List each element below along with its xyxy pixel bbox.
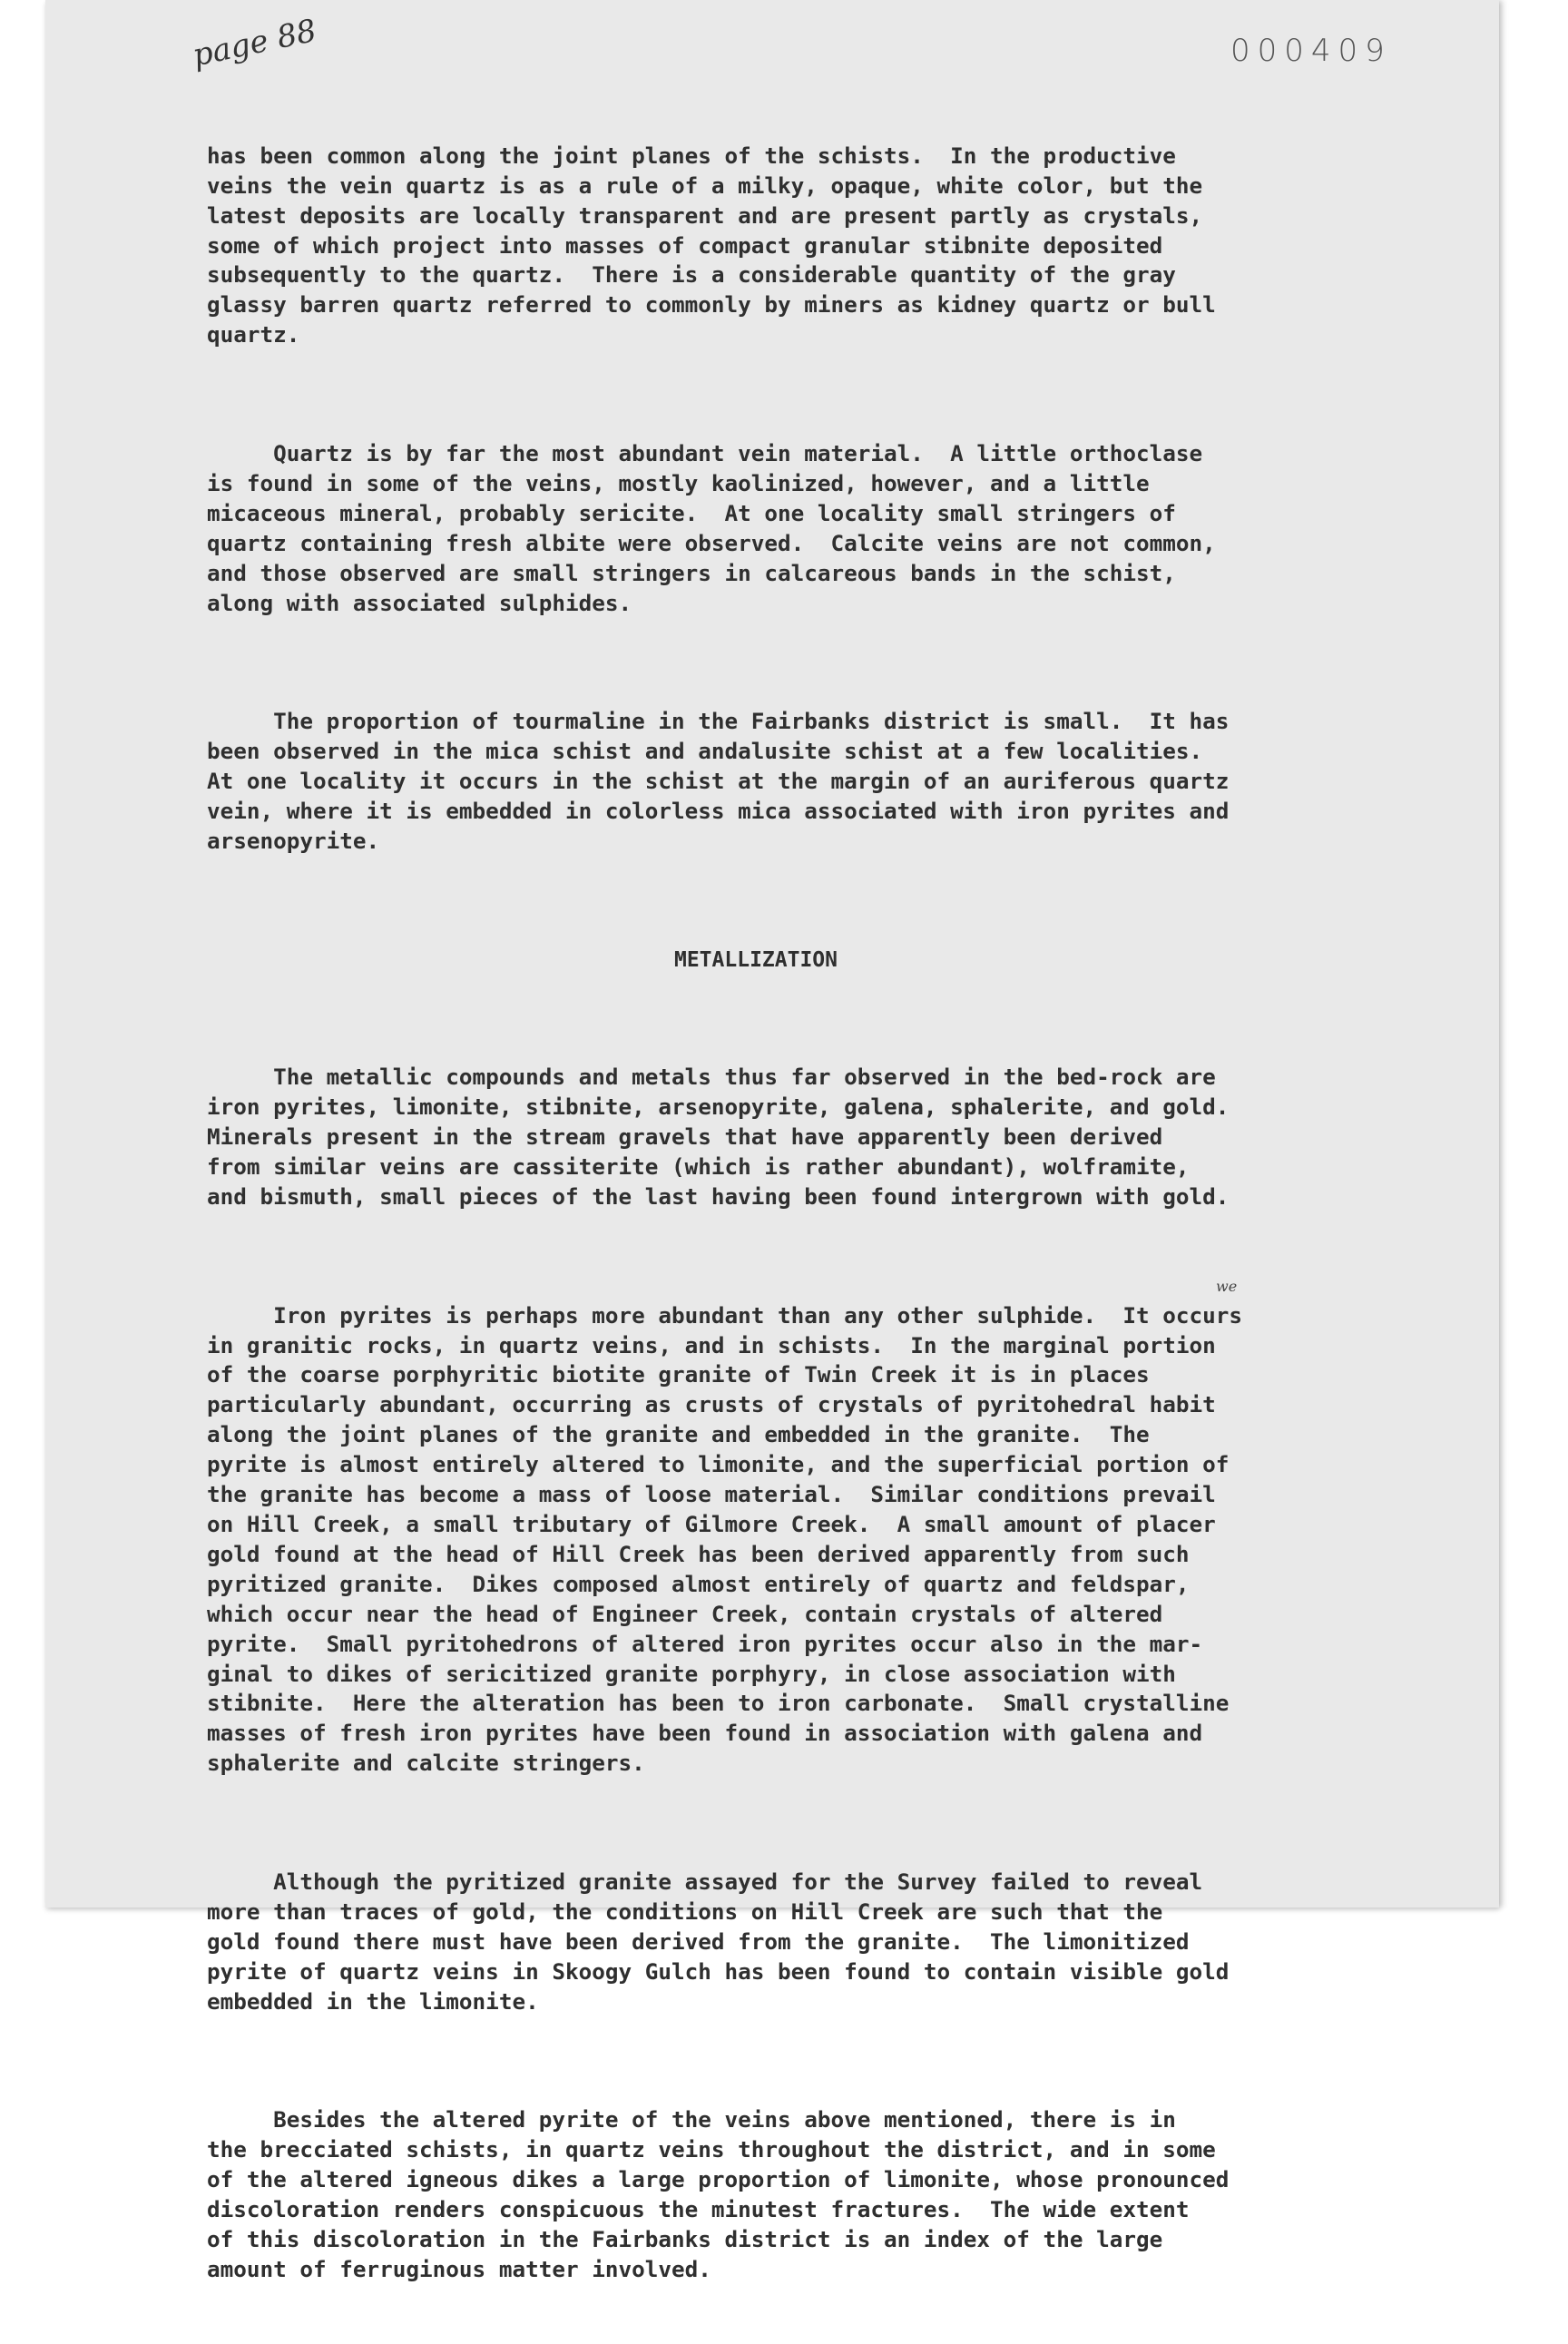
paragraph-iron-pyrites: Iron pyrites is perhaps more abundant than any other sulphide. It occurs in granitic rocks, in quartz veins, and in schists. In the marginal portion of the coarse porphyritic biotite granite of Twin Creek it is in places particularly abundant, occurring as crusts of crystals of pyritohedral habit along the joint planes of the granite and embedded in the granite. The pyrite is almost entirely altered to limonite, and the superficial portion of the granite has become a mass of loose material. Similar conditions prevail on Hill Creek, a small tributary of Gilmore Creek. A small amount of placer gold found at the head of Hill Creek has been derived apparently from such pyritized granite. Dikes composed almost entirely of quartz and feldspar, which occur near the head of Engineer Creek, contain crystals of altered pyrite. Small pyritohedrons of altered iron pyrites occur also in the mar- ginal to dikes of sericitized granite porphyry, in close association with stibnite. Here the alteration has been to iron carbonate. Small crystalline masses of fresh iron pyrites have been found in association with galena and sphalerite and calcite stringers. <box>207 1301 1242 1777</box>
document-number-stamp: 000409 <box>1230 33 1392 69</box>
section-heading-metallization: METALLIZATION <box>673 947 838 972</box>
paragraph-tourmaline: The proportion of tourmaline in the Fairbanks district is small. It has been observed in the mica schist and andalusite schist at a few localities. At one locality it occurs in the schist at the margin of an auriferous quartz vein, where it is embedded in colorless mica associated with iron pyrites and arsenopyrite. <box>207 708 1230 854</box>
paragraph-metallic-compounds: The metallic compounds and metals thus far observed in the bed-rock are iron pyrites, limonite, stibnite, arsenopyrite, galena, sphalerite, and gold. Minerals present in the stream gravels that have apparently been derived from similar veins are cassiterite (which is rather abundant), wolframite, and bismuth, small pieces of the last having been found intergrown with gold. <box>207 1064 1230 1210</box>
handwritten-edit-mark: we <box>1216 1278 1238 1295</box>
document-body <box>207 82 1387 2344</box>
paragraph-limonite-discoloration: Besides the altered pyrite of the veins above mentioned, there is in the brecciated schists, in quartz veins throughout the district, and in some of the altered igneous dikes a large proportion of limonite, whose pronounced discoloration renders conspicuous the minutest fractures. The wide extent of this discoloration in the Fairbanks district is an index of the large amount of ferruginous matter involved. <box>207 2106 1230 2282</box>
paragraph-vein-quartz: has been common along the joint planes of the schists. In the productive veins the vein quartz is as a rule of a milky, opaque, white color, but the latest deposits are locally transparent and are present partly as crystals, some of which project into masses of compact granular stibnite deposited subsequently to the quartz. There is a considerable quantity of the gray glassy barren quartz referred to commonly by miners as kidney quartz or bull quartz. <box>207 142 1216 348</box>
handwritten-page-reference: page 88 <box>189 12 320 74</box>
paragraph-quartz-abundance: Quartz is by far the most abundant vein material. A little orthoclase is found in some of the veins, mostly kaolinized, however, and a little micaceous mineral, probably sericite. At one locality small stringers of quartz containing fresh albite were observed. Calcite veins are not common, and those observed are small stringers in calcareous bands in the schist, along with associated sulphides. <box>207 439 1216 616</box>
paragraph-pyritized-granite: Although the pyritized granite assayed for the Survey failed to reveal more than traces of gold, the conditions on Hill Creek are such that the gold found there must have been derived from the granite. The limonitized pyrite of quartz veins in Skoogy Gulch has been found to contain visible gold embedded in the limonite. <box>207 1868 1230 2015</box>
